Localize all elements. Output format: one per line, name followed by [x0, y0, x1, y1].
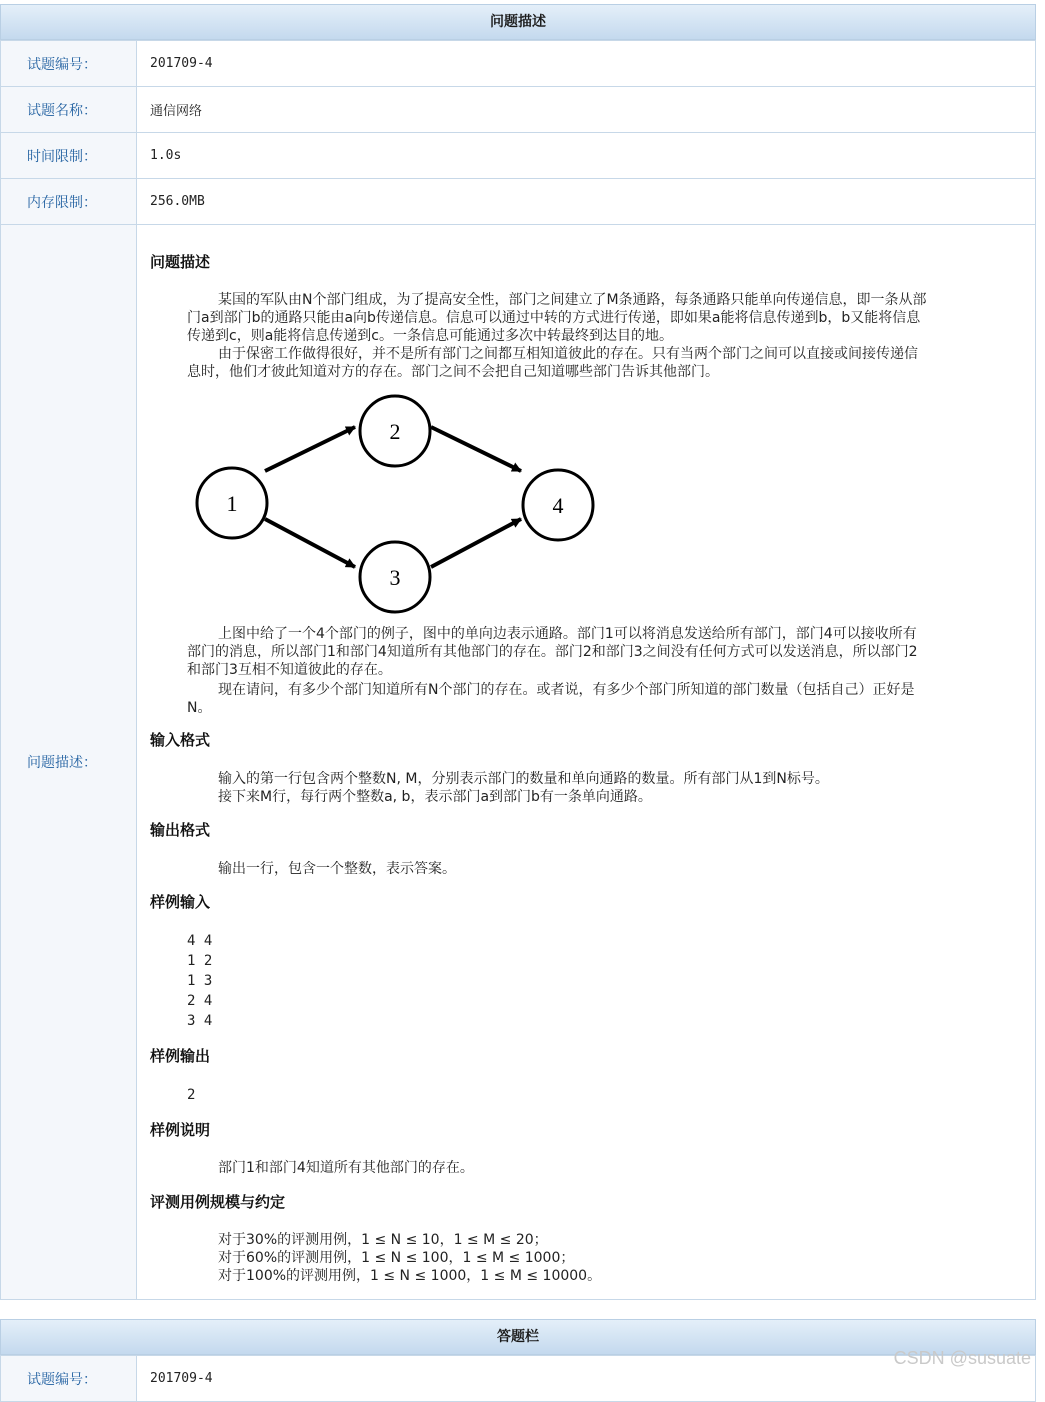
graph-node-1	[197, 468, 267, 538]
answer-panel	[0, 1319, 1036, 1402]
value-time-limit: 1.0s	[137, 133, 1036, 179]
graph-edge-1-3	[265, 519, 355, 567]
label-time-limit: 时间限制：	[1, 133, 137, 179]
svg-text:1: 1	[226, 491, 238, 516]
output-format-text: 输出一行，包含一个整数，表示答案。	[218, 861, 456, 877]
graph-edge-1-2	[265, 427, 355, 471]
answer-value-problem-id: 201709-4	[137, 1356, 1036, 1402]
input-format-text: 输入的第一行包含两个整数N, M，分别表示部门的数量和单向通路的数量。所有部门从1到N标号。 接下来M行，每行两个整数a, b，表示部门a到部门b有一条单向通路。	[218, 771, 829, 805]
info-row-time	[1, 133, 1036, 179]
section-title-input-format: 输入格式	[150, 731, 211, 749]
section-title-output-format: 输出格式	[150, 821, 211, 839]
description-paragraph-4: 现在请问，有多少个部门知道所有N个部门的存在。或者说，有多少个部门所知道的部门数量（包括自己）正好是 N。	[187, 682, 915, 716]
info-row-content	[1, 225, 1036, 1300]
sample-output-block: 2	[187, 1087, 196, 1103]
description-paragraph-1: 某国的军队由N个部门组成，为了提高安全性，部门之间建立了M条通路，每条通路只能单向传递信息，即一条从部 门a到部门b的通路只能由a向b传递信息。信息可以通过中转的方式进行传递，即如果a能将信息传递到b，b又能将信息 传递到c，则a能将信息传递到c。一条信息可能通过多次中转最终到达目的地。	[187, 292, 927, 344]
problem-panel	[0, 4, 1036, 1300]
graph-node-2	[360, 396, 430, 466]
label-content: 问题描述：	[1, 225, 137, 1300]
value-problem-id: 201709-4	[137, 41, 1036, 87]
graph-edge-2-4	[431, 427, 521, 471]
section-title-test-scale: 评测用例规模与约定	[150, 1193, 286, 1211]
graph-node-4	[523, 470, 593, 540]
section-title-sample-input: 样例输入	[150, 893, 211, 911]
problem-info-table	[0, 40, 1036, 1300]
answer-panel-header: 答题栏	[0, 1319, 1036, 1355]
label-memory-limit: 内存限制：	[1, 179, 137, 225]
sample-input-block: 4 4 1 2 1 3 2 4 3 4	[187, 933, 213, 1029]
description-paragraph-3: 上图中给了一个4个部门的例子，图中的单向边表示通路。部门1可以将消息发送给所有部门，部门4可以接收所有 部门的消息，所以部门1和部门4知道所有其他部门的存在。部门2和部门3之间没有任何方式可以发送消息，所以部门2 和部门3互相不知道彼此的存在。	[187, 626, 918, 678]
section-title-description: 问题描述	[150, 253, 211, 271]
section-title-sample-output: 样例输出	[150, 1047, 211, 1065]
svg-text:3: 3	[389, 565, 401, 590]
test-scale-text: 对于30%的评测用例，1 ≤ N ≤ 10，1 ≤ M ≤ 20； 对于60%的评测用例，1 ≤ N ≤ 100，1 ≤ M ≤ 1000； 对于100%的评测用例，1 ≤ N ≤ 1000，1 ≤ M ≤ 10000。	[218, 1232, 602, 1284]
svg-text:2: 2	[389, 419, 401, 444]
answer-info-table	[0, 1355, 1036, 1402]
problem-panel-header: 问题描述	[0, 4, 1036, 40]
sample-explanation-text: 部门1和部门4知道所有其他部门的存在。	[218, 1160, 474, 1176]
info-row-memory	[1, 179, 1036, 225]
info-row-name	[1, 87, 1036, 133]
label-problem-id: 试题编号：	[1, 41, 137, 87]
label-problem-name: 试题名称：	[1, 87, 137, 133]
answer-row-id	[1, 1356, 1036, 1402]
info-row-id	[1, 41, 1036, 87]
answer-label-problem-id: 试题编号：	[1, 1356, 137, 1402]
csdn-watermark: CSDN @susuate	[893, 1348, 1031, 1368]
value-problem-name: 通信网络	[137, 87, 1036, 133]
section-title-sample-explanation: 样例说明	[150, 1121, 211, 1139]
graph-edge-3-4	[431, 519, 521, 567]
department-graph-diagram	[187, 391, 607, 619]
description-paragraph-2: 由于保密工作做得很好，并不是所有部门之间都互相知道彼此的存在。只有当两个部门之间可以直接或间接传递信 息时，他们才彼此知道对方的存在。部门之间不会把自己知道哪些部门告诉其他部门。	[187, 346, 918, 380]
problem-content	[137, 225, 1036, 1300]
graph-node-3	[360, 542, 430, 612]
value-memory-limit: 256.0MB	[137, 179, 1036, 225]
svg-text:4: 4	[552, 493, 564, 518]
